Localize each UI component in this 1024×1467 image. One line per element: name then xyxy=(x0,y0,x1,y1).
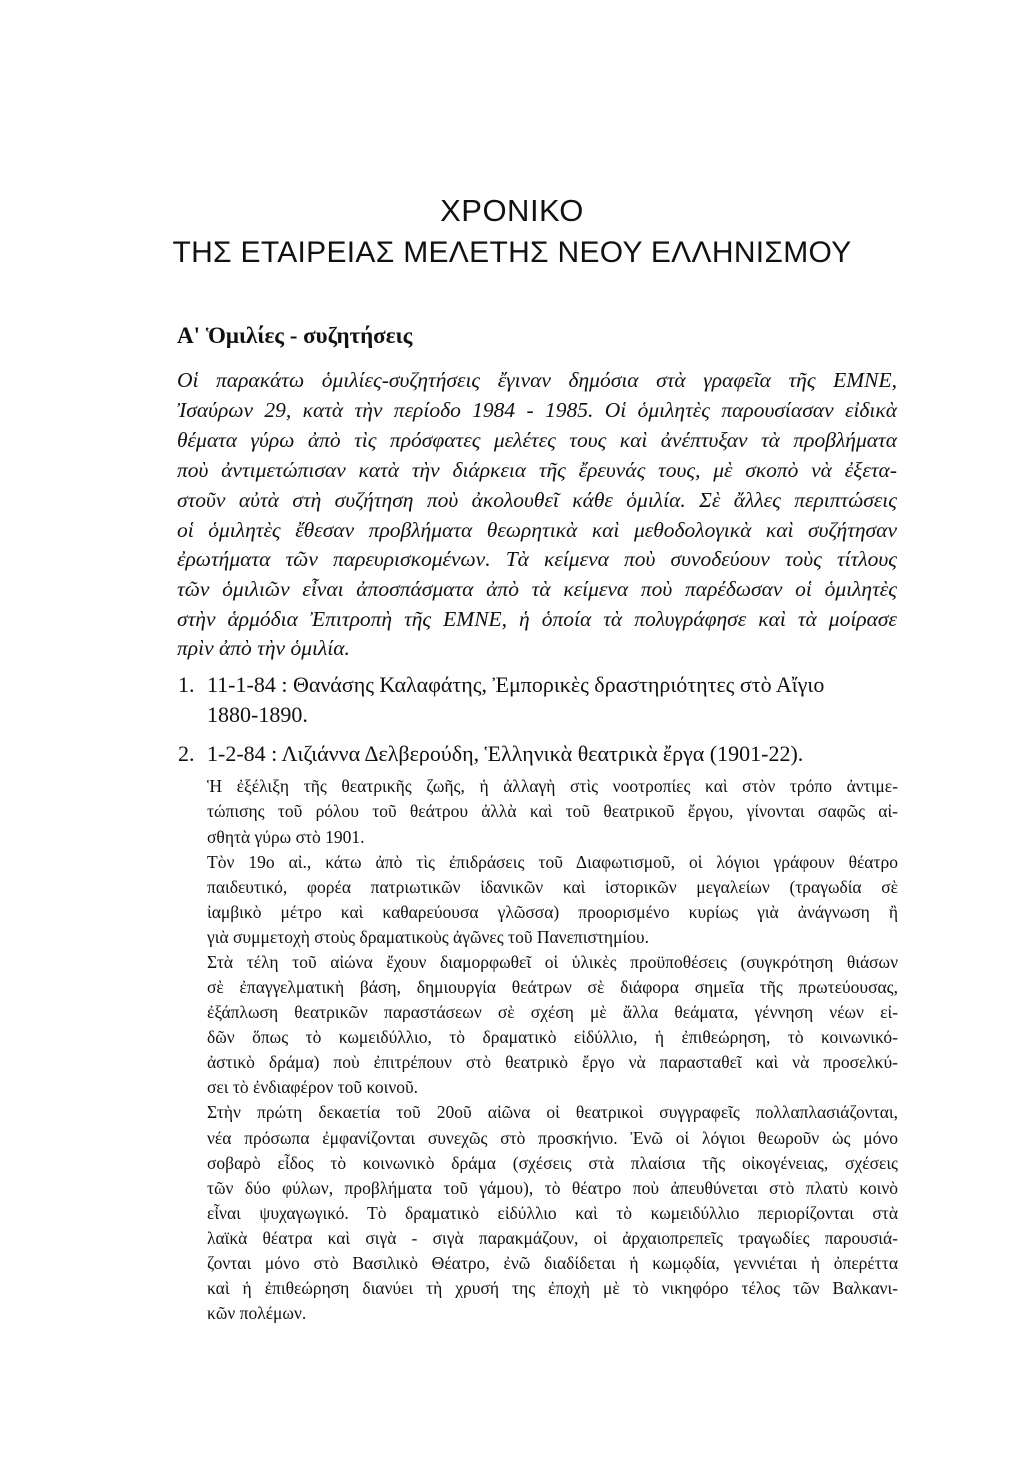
body-line: σθητὰ γύρω στὸ 1901. xyxy=(207,827,365,847)
intro-line: θέματα γύρω ἀπὸ τὶς πρόσφατες μελέτες τους καὶ ἀνέπτυξαν τὰ προβλήματα xyxy=(177,428,897,452)
body-line: γιὰ συμμετοχὴ στοὺς δραματικοὺς ἀγῶνες τοῦ Πανεπιστημίου. xyxy=(207,927,649,947)
body-line: Τὸν 19ο αἰ., κάτω ἀπὸ τὶς ἐπιδράσεις τοῦ Διαφωτισμοῦ, οἱ λόγιοι γράφουν θέατρο xyxy=(207,852,898,872)
entry-number: 1. xyxy=(178,672,195,697)
body-line: τῶν δύο φύλων, προβλήματα τοῦ γάμου), τὸ θέατρο ποὺ ἀπευθύνεται στὸ πλατὺ κοινὸ xyxy=(207,1178,898,1198)
intro-line: Οἱ παρακάτω ὁμιλίες-συζητήσεις ἔγιναν δημόσια στὰ γραφεῖα τῆς ΕΜΝΕ, xyxy=(177,368,897,392)
body-line: Ἡ ἐξέλιξη τῆς θεατρικῆς ζωῆς, ἡ ἀλλαγὴ στὶς νοοτροπίες καὶ στὸν τρόπο ἀντιμε- xyxy=(207,776,898,796)
body-line: δῶν ὅπως τὸ κωμειδύλλιο, τὸ δραματικὸ εἰδύλλιο, ἡ ἐπιθεώρηση, τὸ κοινωνικό- xyxy=(207,1027,898,1047)
intro-line: πρὶν ἀπὸ τὴν ὁμιλία. xyxy=(177,636,350,660)
body-line: ἐξάπλωση θεατρικῶν παραστάσεων σὲ σχέση μὲ ἄλλα θεάματα, γέννηση νέων εἰ- xyxy=(207,1002,898,1022)
body-line: εἶναι ψυχαγωγικό. Τὸ δραματικὸ εἰδύλλιο καὶ τὸ κωμειδύλλιο περιορίζονται στὰ xyxy=(207,1203,898,1223)
body-line: παιδευτικό, φορέα πατριωτικῶν ἰδανικῶν καὶ ἱστορικῶν μεγαλείων (τραγωδία σὲ xyxy=(207,877,898,897)
body-line: σοβαρὸ εἶδος τὸ κοινωνικὸ δράμα (σχέσεις στὰ πλαίσια τῆς οἰκογένειας, σχέσεις xyxy=(207,1153,898,1173)
intro-line: ἐρωτήματα τῶν παρευρισκομένων. Τὰ κείμενα ποὺ συνοδεύουν τοὺς τίτλους xyxy=(177,547,897,571)
page-subtitle: ΤΗΣ ΕΤΑΙΡΕΙΑΣ ΜΕΛΕΤΗΣ ΝΕΟΥ ΕΛΛΗΝΙΣΜΟΥ xyxy=(172,236,852,269)
intro-line: οἱ ὁμιλητὲς ἔθεσαν προβλήματα θεωρητικὰ καὶ μεθοδολογικὰ καὶ συζήτησαν xyxy=(177,518,897,542)
body-line: ἰαμβικὸ μέτρο καὶ καθαρεύουσα γλῶσσα) προορισμένο κυρίως γιὰ ἀνάγνωση ἢ xyxy=(207,902,898,922)
body-line: τώπισης τοῦ ρόλου τοῦ θεάτρου ἀλλὰ καὶ τοῦ θεατρικοῦ ἔργου, γίνονται σαφῶς αἰ- xyxy=(207,801,898,821)
intro-line: τῶν ὁμιλιῶν εἶναι ἀποσπάσματα ἀπὸ τὰ κείμενα ποὺ παρέδωσαν οἱ ὁμιλητὲς xyxy=(177,577,897,601)
body-line: Στὴν πρώτη δεκαετία τοῦ 20οῦ αἰῶνα οἱ θεατρικοὶ συγγραφεῖς πολλαπλασιάζονται, xyxy=(207,1102,898,1122)
intro-line: στὴν ἁρμόδια Ἐπιτροπὴ τῆς ΕΜΝΕ, ἡ ὁποία τὰ πολυγράφησε καὶ τὰ μοίρασε xyxy=(177,607,897,631)
body-line: λαϊκὰ θέατρα καὶ σιγὰ - σιγὰ παρακμάζουν, οἱ ἀρχαιοπρεπεῖς τραγωδίες παρουσιά- xyxy=(207,1228,898,1248)
body-line: Στὰ τέλη τοῦ αἰώνα ἔχουν διαμορφωθεῖ οἱ ὑλικὲς προϋποθέσεις (συγκρότηση θιάσων xyxy=(207,952,898,972)
entry-title: 11-1-84 : Θανάσης Καλαφάτης, Ἐμπορικὲς δραστηριότητες στὸ Αἴγιο xyxy=(207,672,825,697)
entry-title: 1-2-84 : Λιζιάννα Δελβερούδη, Ἑλληνικὰ θεατρικὰ ἔργα (1901-22). xyxy=(207,741,804,766)
page-title: ΧΡΟΝΙΚΟ xyxy=(440,193,584,228)
intro-line: Ἰσαύρων 29, κατὰ τὴν περίοδο 1984 - 1985. Οἱ ὁμιλητὲς παρουσίασαν εἰδικὰ xyxy=(177,398,897,422)
body-line: σὲ ἐπαγγελματικὴ βάση, δημιουργία θεάτρων σὲ διάφορα σημεῖα τῆς πρωτεύουσας, xyxy=(207,977,898,997)
intro-line: στοῦν αὐτὰ στὴ συζήτηση ποὺ ἀκολουθεῖ κάθε ὁμιλία. Σὲ ἄλλες περιπτώσεις xyxy=(177,488,897,512)
body-line: σει τὸ ἐνδιαφέρον τοῦ κοινοῦ. xyxy=(207,1077,419,1097)
body-line: ἀστικὸ δράμα) ποὺ ἐπιτρέπουν στὸ θεατρικὸ ἔργο νὰ παρασταθεῖ καὶ νὰ προσελκύ- xyxy=(207,1052,898,1072)
body-line: καὶ ἡ ἐπιθεώρηση διανύει τὴ χρυσή της ἐποχὴ μὲ τὸ νικηφόρο τέλος τῶν Βαλκανι- xyxy=(207,1278,898,1298)
entry-title-continued: 1880-1890. xyxy=(207,702,308,727)
section-heading: Α' Ὁμιλίες - συζητήσεις xyxy=(177,323,413,348)
intro-line: ποὺ ἀντιμετώπισαν κατὰ τὴν διάρκεια τῆς ἔρευνάς τους, μὲ σκοπὸ νὰ ἐξετα- xyxy=(177,458,897,482)
body-line: νέα πρόσωπα ἐμφανίζονται συνεχῶς στὸ προσκήνιο. Ἐνῶ οἱ λόγιοι θεωροῦν ὡς μόνο xyxy=(207,1128,898,1148)
body-line: κῶν πολέμων. xyxy=(207,1303,307,1323)
entry-number: 2. xyxy=(178,741,195,766)
body-line: ζονται μόνο στὸ Βασιλικὸ Θέατρο, ἐνῶ διαδίδεται ἡ κωμῳδία, γεννιέται ἡ ὀπερέττα xyxy=(207,1253,898,1273)
